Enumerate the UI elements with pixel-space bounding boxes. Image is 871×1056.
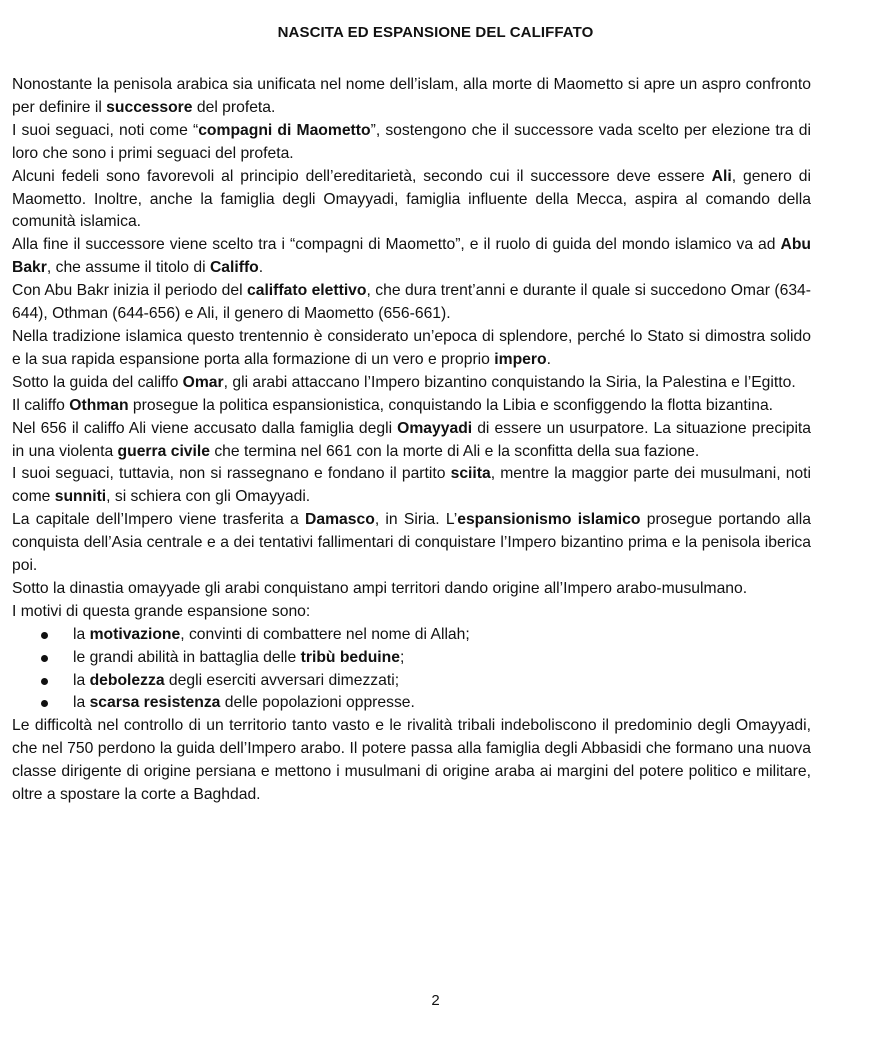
text-run: Sotto la dinastia omayyade gli arabi conquistano ampi territori dando origine all’Impero arabo-musulmano. [12, 579, 748, 597]
paragraph [12, 74, 811, 120]
bold-term: guerra civile [117, 442, 210, 460]
paragraph [12, 418, 811, 464]
text-run: le grandi abilità in battaglia delle [73, 648, 301, 666]
bold-term: compagni di Maometto [198, 121, 371, 139]
bullet-list [12, 624, 811, 716]
text-run: la [73, 625, 90, 643]
text-run: Nella tradizione islamica questo trentennio è considerato un’epoca di splendore, perché lo Stato si dimostra solido e la sua rapida espansione porta alla formazione di un vero e proprio [12, 327, 811, 368]
bold-term: Ali [711, 167, 732, 185]
bold-term: sciita [450, 465, 491, 483]
bullet-dot-icon [41, 632, 48, 639]
text-run: Con Abu Bakr inizia il periodo del [12, 282, 247, 300]
bold-term: Abu Bakr [12, 236, 811, 277]
text-run: Alla fine il successore viene scelto tra i “compagni di Maometto”, e il ruolo di guida del mondo islamico va ad [12, 236, 781, 254]
bold-term: scarsa resistenza [89, 694, 221, 712]
text-run: Sotto la guida del califfo [12, 373, 183, 391]
text-run: , che assume il titolo di [46, 259, 210, 277]
bold-term: sunniti [54, 488, 107, 506]
text-run: la [73, 671, 90, 689]
bold-term: motivazione [89, 625, 181, 643]
document-body [12, 74, 811, 807]
bold-term: Damasco [305, 511, 375, 529]
text-run: Alcuni fedeli sono favorevoli al principio dell’ereditarietà, secondo cui il successore deve essere [12, 167, 712, 185]
bold-term: Califfo [209, 259, 259, 277]
paragraph [12, 601, 811, 624]
bold-term: successore [106, 98, 193, 116]
bullet-dot-icon [41, 700, 48, 707]
bold-term: espansionismo islamico [457, 511, 641, 529]
bold-term: califfato elettivo [247, 282, 367, 300]
text-run: I motivi di questa grande espansione sono: [12, 602, 311, 620]
bullet-dot-icon [41, 655, 48, 662]
text-run: , si schiera con gli Omayyadi. [106, 488, 311, 506]
paragraph [12, 280, 811, 326]
bold-term: impero [494, 350, 547, 368]
paragraph [12, 509, 811, 578]
text-run: , che dura trent’anni e durante il quale si succedono Omar (634-644), Othman (644-656) e Ali, il genero di Maometto (656-661). [12, 282, 811, 323]
text-run: La capitale dell’Impero viene trasferita a [12, 511, 306, 529]
text-run: degli eserciti avversari dimezzati; [164, 671, 400, 689]
bullet-item [12, 647, 811, 670]
text-run: , gli arabi attaccano l’Impero bizantino conquistando la Siria, la Palestina e l’Egitto. [223, 373, 796, 391]
text-run: Le difficoltà nel controllo di un territorio tanto vasto e le rivalità tribali indeboliscono il predominio degli Omayyadi, che nel 750 perdono la guida dell’Impero arabo. Il potere passa alla famiglia degli Abbasidi che formano una nuova classe dirigente di origine persiana e mettono i musulmani di origine araba ai margini del potere politico e militare, oltre a spostare la corte a Baghdad. [12, 717, 811, 804]
text-run: Nel 656 il califfo Ali viene accusato dalla famiglia degli [12, 419, 398, 437]
bullet-dot-icon [41, 678, 48, 685]
paragraph [12, 395, 811, 418]
bold-term: tribù beduine [300, 648, 400, 666]
page-title: NASCITA ED ESPANSIONE DEL CALIFFATO [277, 24, 594, 41]
text-run: prosegue portando alla conquista dell’Asia centrale e a dei tentativi fallimentari di conquistare l’Impero bizantino prima e la penisola iberica poi. [12, 511, 812, 575]
paragraph [12, 234, 811, 280]
text-run: ; [399, 648, 405, 666]
paragraph-list [12, 74, 811, 624]
bold-term: Othman [69, 396, 129, 414]
paragraph [12, 326, 811, 372]
text-run: ”, sostengono che il successore vada scelto per elezione tra di loro che sono i primi seguaci del profeta. [12, 121, 811, 162]
text-run: la [73, 694, 90, 712]
page-number: 2 [431, 992, 440, 1009]
text-run: I suoi seguaci, noti come “ [12, 121, 199, 139]
text-run: Nonostante la penisola arabica sia unificata nel nome dell’islam, alla morte di Maometto si apre un aspro confronto per definire il [12, 76, 811, 116]
paragraph [12, 463, 811, 509]
text-run: , convinti di combattere nel nome di Allah; [180, 625, 470, 643]
text-run: di essere un usurpatore. La situazione precipita in una violenta [12, 419, 812, 460]
text-run: I suoi seguaci, tuttavia, non si rassegnano e fondano il partito [12, 465, 451, 483]
text-run: , genero di Maometto. Inoltre, anche la famiglia degli Omayyadi, famiglia influente della Mecca, aspira al comando della comunità islamica. [12, 167, 811, 231]
closing-paragraph [12, 715, 811, 807]
bold-term: Omayyadi [397, 419, 473, 437]
paragraph [12, 120, 811, 166]
bullet-item [12, 670, 811, 693]
text-run: , mentre la maggior parte dei musulmani, noti come [12, 465, 811, 506]
paragraph [12, 166, 811, 235]
text-run: del profeta. [192, 98, 276, 116]
text-run: . [258, 259, 264, 277]
bold-term: debolezza [89, 671, 165, 689]
text-run: . [546, 350, 551, 368]
paragraph [12, 578, 811, 601]
text-run: che termina nel 661 con la morte di Ali e la sconfitta della sua fazione. [209, 442, 700, 460]
bold-term: Omar [182, 373, 224, 391]
text-run: delle popolazioni oppresse. [220, 694, 415, 712]
bullet-item [12, 624, 811, 647]
text-run: prosegue la politica espansionistica, conquistando la Libia e sconfiggendo la flotta bizantina. [128, 396, 774, 414]
paragraph [12, 372, 811, 395]
bullet-item [12, 692, 811, 715]
text-run: Il califfo [12, 396, 70, 414]
text-run: , in Siria. L’ [374, 511, 458, 529]
